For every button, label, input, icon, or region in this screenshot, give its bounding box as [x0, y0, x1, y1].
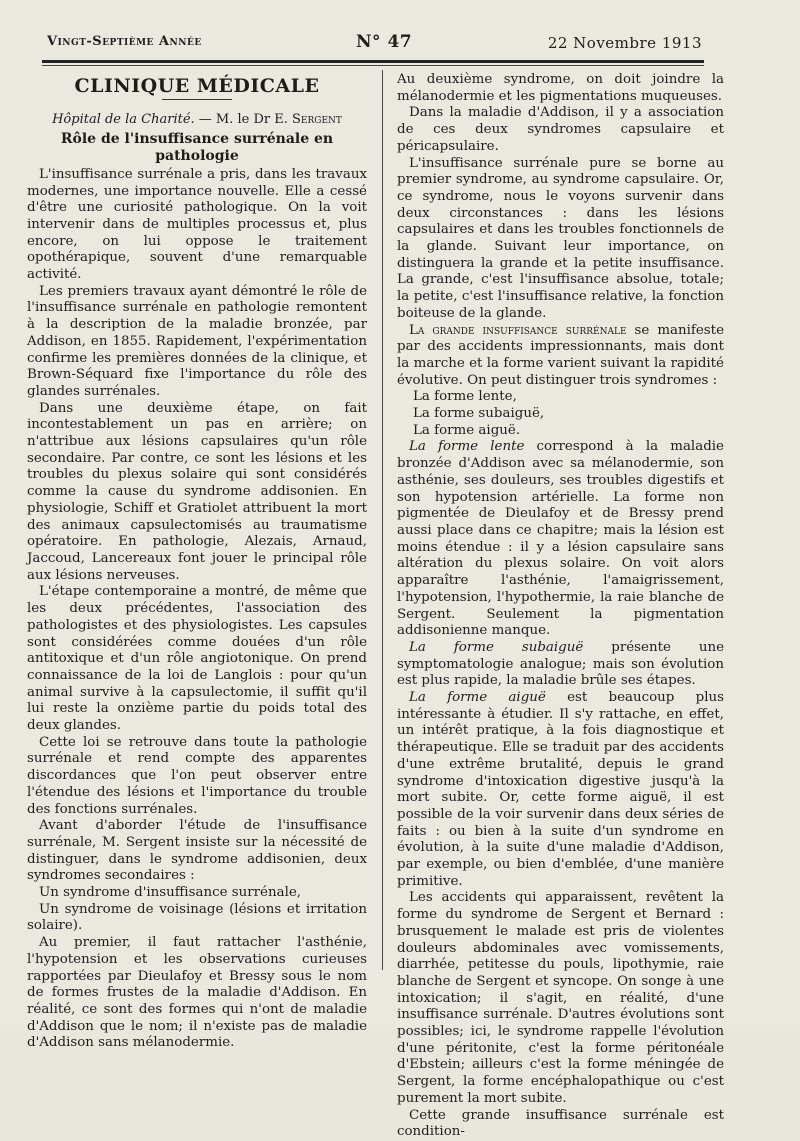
paragraph: Cette grande insuffisance surrénale est condition- — [397, 1107, 724, 1140]
paragraph-lead: La forme aiguë — [409, 690, 546, 706]
syndrome-item: Un syndrome de voisinage (lésions et irritation solaire). — [27, 901, 367, 934]
paragraph: Les accidents qui apparaissent, revêtent la forme du syndrome de Sergent et Bernard : brusquement le malade est pris de violentes douleurs abdominales avec vomissements, diarrhée, petitesse du pouls, lipothymie, raie blanche de Sergent et syncope. On songe à une intoxication; il s'agit, en réalité, d'une insuffisance surrénale. D'autres évolutions sont possibles; ici, le syndrome rappelle l'évolution d'une péritonite, c'est la forme péritonéale d'Ebstein; ailleurs c'est la forme méningée de Sergent, la forme encéphalopathique ou c'est purement la mort subite. — [397, 890, 724, 1106]
page-header — [47, 34, 702, 54]
form-list-item: La forme lente, — [413, 389, 517, 405]
paragraph: Dans une deuxième étape, on fait incontestablement un pas en arrière; on n'attribue aux lésions capsulaires qu'un rôle secondaire. Par contre, ce sont les lésions et les troubles du plexus solaire qui sont considérés comme la cause du syndrome addisonien. En physiologie, Schiff et Gratiolet attribuent la mort des animaux capsulectomisés au traumatisme opératoire. En pathologie, Alezais, Arnaud, Jaccoud, Lancereaux font jouer le principal rôle aux lésions nerveuses. — [27, 400, 367, 583]
paragraph: Dans la maladie d'Addison, il y a association de ces deux syndromes capsulaire et péricapsulaire. — [397, 105, 724, 154]
hospital-name: Hôpital de la Charité. — [52, 111, 195, 127]
paragraph — [397, 439, 724, 639]
article-title: CLINIQUE MÉDICALE — [74, 75, 320, 97]
author-name: Sergent — [292, 111, 342, 127]
paragraph-body: se manifeste par des accidents impressionnants, mais dont la marche et la forme varient suivant la rapidité évolutive. On peut distinguer trois syndromes : — [397, 322, 724, 388]
header-rule-thick — [42, 60, 704, 63]
paragraph: Au premier, il faut rattacher l'asthénie, l'hypotension et les observations curieuses rapportées par Dieulafoy et Bressy sous le nom de formes frustes de la maladie d'Addison. En réalité, ce sont des formes qui n'ont de maladie d'Addison que le nom; il n'existe pas de maladie d'Addison sans mélanodermie. — [27, 935, 367, 1051]
author-prefix: — M. le Dr E. — [194, 111, 293, 127]
title-underline — [162, 99, 232, 100]
paragraph-body: présente une symptomatologie analogue; mais son évolution est plus rapide, la maladie brûle ses étapes. — [397, 639, 725, 689]
paragraph: Les premiers travaux ayant démontré le rôle de l'insuffisance surrénale en pathologie remontent à la description de la maladie bronzée, par Addison, en 1855. Rapidement, l'expérimentation confirme les premières données de la clinique, et Brown-Séquard fixe l'importance du rôle des glandes surrénales. — [27, 283, 367, 399]
header-issue-number: N° 47 — [356, 32, 413, 52]
paragraph: Au deuxième syndrome, on doit joindre la mélanodermie et les pigmentations muqueuses. — [397, 72, 724, 104]
paragraph — [397, 323, 724, 390]
paragraph: Cette loi se retrouve dans toute la pathologie surrénale et rend compte des apparentes discordances que l'on peut observer entre l'étendue des lésions et l'importance du trouble des fonctions surrénales. — [27, 734, 367, 817]
paragraph: L'insuffisance surrénale pure se borne au premier syndrome, au syndrome capsulaire. Or, ce syndrome, nous le voyons survenir dans deux circonstances : dans les lésions capsulaires et dans les troubles fonctionnels de la glande. Suivant leur importance, on distinguera la grande et la petite insuffisance. La grande, c'est l'insuffisance absolue, totale; la petite, c'est l'insuffisance relative, la fonction boiteuse de la glande. — [397, 155, 724, 321]
paragraph-body: correspond à la maladie bronzée d'Addison avec sa mélanodermie, son asthénie, ses douleurs, ses troubles digestifs et son hypotension artérielle. La forme non pigmentée de Dieulafoy et de Bressy prend aussi place dans ce chapitre; mais la lésion est moins étendue : il y a lésion capsulaire sans altération du plexus solaire. On voit alors apparaître l'asthénie, l'amaigrissement, l'hypotension, l'hypothermie, la raie blanche de Sergent. Seulement la pigmentation addisonienne manque. — [397, 439, 724, 639]
section-title: Rôle de l'insuffisance surrénale en pathologie — [60, 131, 334, 165]
syndrome-item: Un syndrome d'insuffisance surrénale, — [39, 885, 302, 901]
paragraph — [397, 640, 724, 690]
paragraph — [397, 690, 724, 890]
paragraph: Avant d'aborder l'étude de l'insuffisance surrénale, M. Sergent insiste sur la nécessité de distinguer, dans le syndrome addisonien, deux syndromes secondaires : — [27, 818, 367, 884]
form-list-item: La forme aiguë. — [413, 422, 521, 438]
header-date: 22 Novembre 1913 — [547, 34, 702, 52]
left-column — [27, 72, 367, 1052]
header-rule-thin — [42, 65, 704, 66]
form-list-item: La forme subaiguë, — [413, 406, 545, 422]
right-column — [397, 72, 724, 1141]
paragraph-lead: La grande insuffisance surrénale — [409, 322, 627, 338]
header-year: Vingt-Septième Année — [47, 34, 202, 49]
paragraph-lead: La forme lente — [409, 439, 525, 455]
paragraph-body: est beaucoup plus intéressante à étudier. Il s'y rattache, en effet, un intérêt pratique, à la fois diagnostique et thérapeutique. Elle se traduit par des accidents d'une extrême brutalité, depuis le grand syndrome d'intoxication digestive jusqu'à la mort subite. Or, cette forme aiguë, il est possible de la voir survenir dans deux séries de faits : ou bien à la suite d'un syndrome en évolution, à la suite d'une maladie d'Addison, par exemple, ou bien d'emblée, d'une manière primitive. — [397, 690, 724, 889]
paragraph-lead: La forme subaiguë — [409, 639, 584, 655]
column-divider — [382, 70, 383, 970]
article-byline — [27, 112, 367, 129]
paragraph: L'étape contemporaine a montré, de même que les deux précédentes, l'association des pathologistes et des physiologistes. Les capsules sont considérées comme douées d'un rôle antitoxique et d'un rôle angiotonique. On prend connaissance de la loi de Langlois : pour qu'un animal survive à la capsulectomie, il suffit qu'il lui reste la onzième partie du poids total des deux glandes. — [27, 584, 367, 734]
paragraph: L'insuffisance surrénale a pris, dans les travaux modernes, une importance nouvelle. Elle a cessé d'être une curiosité pathologique. On la voit intervenir dans de multiples processus et, plus encore, on lui oppose le traitement opothérapique, souvent d'une remarquable activité. — [27, 166, 367, 283]
